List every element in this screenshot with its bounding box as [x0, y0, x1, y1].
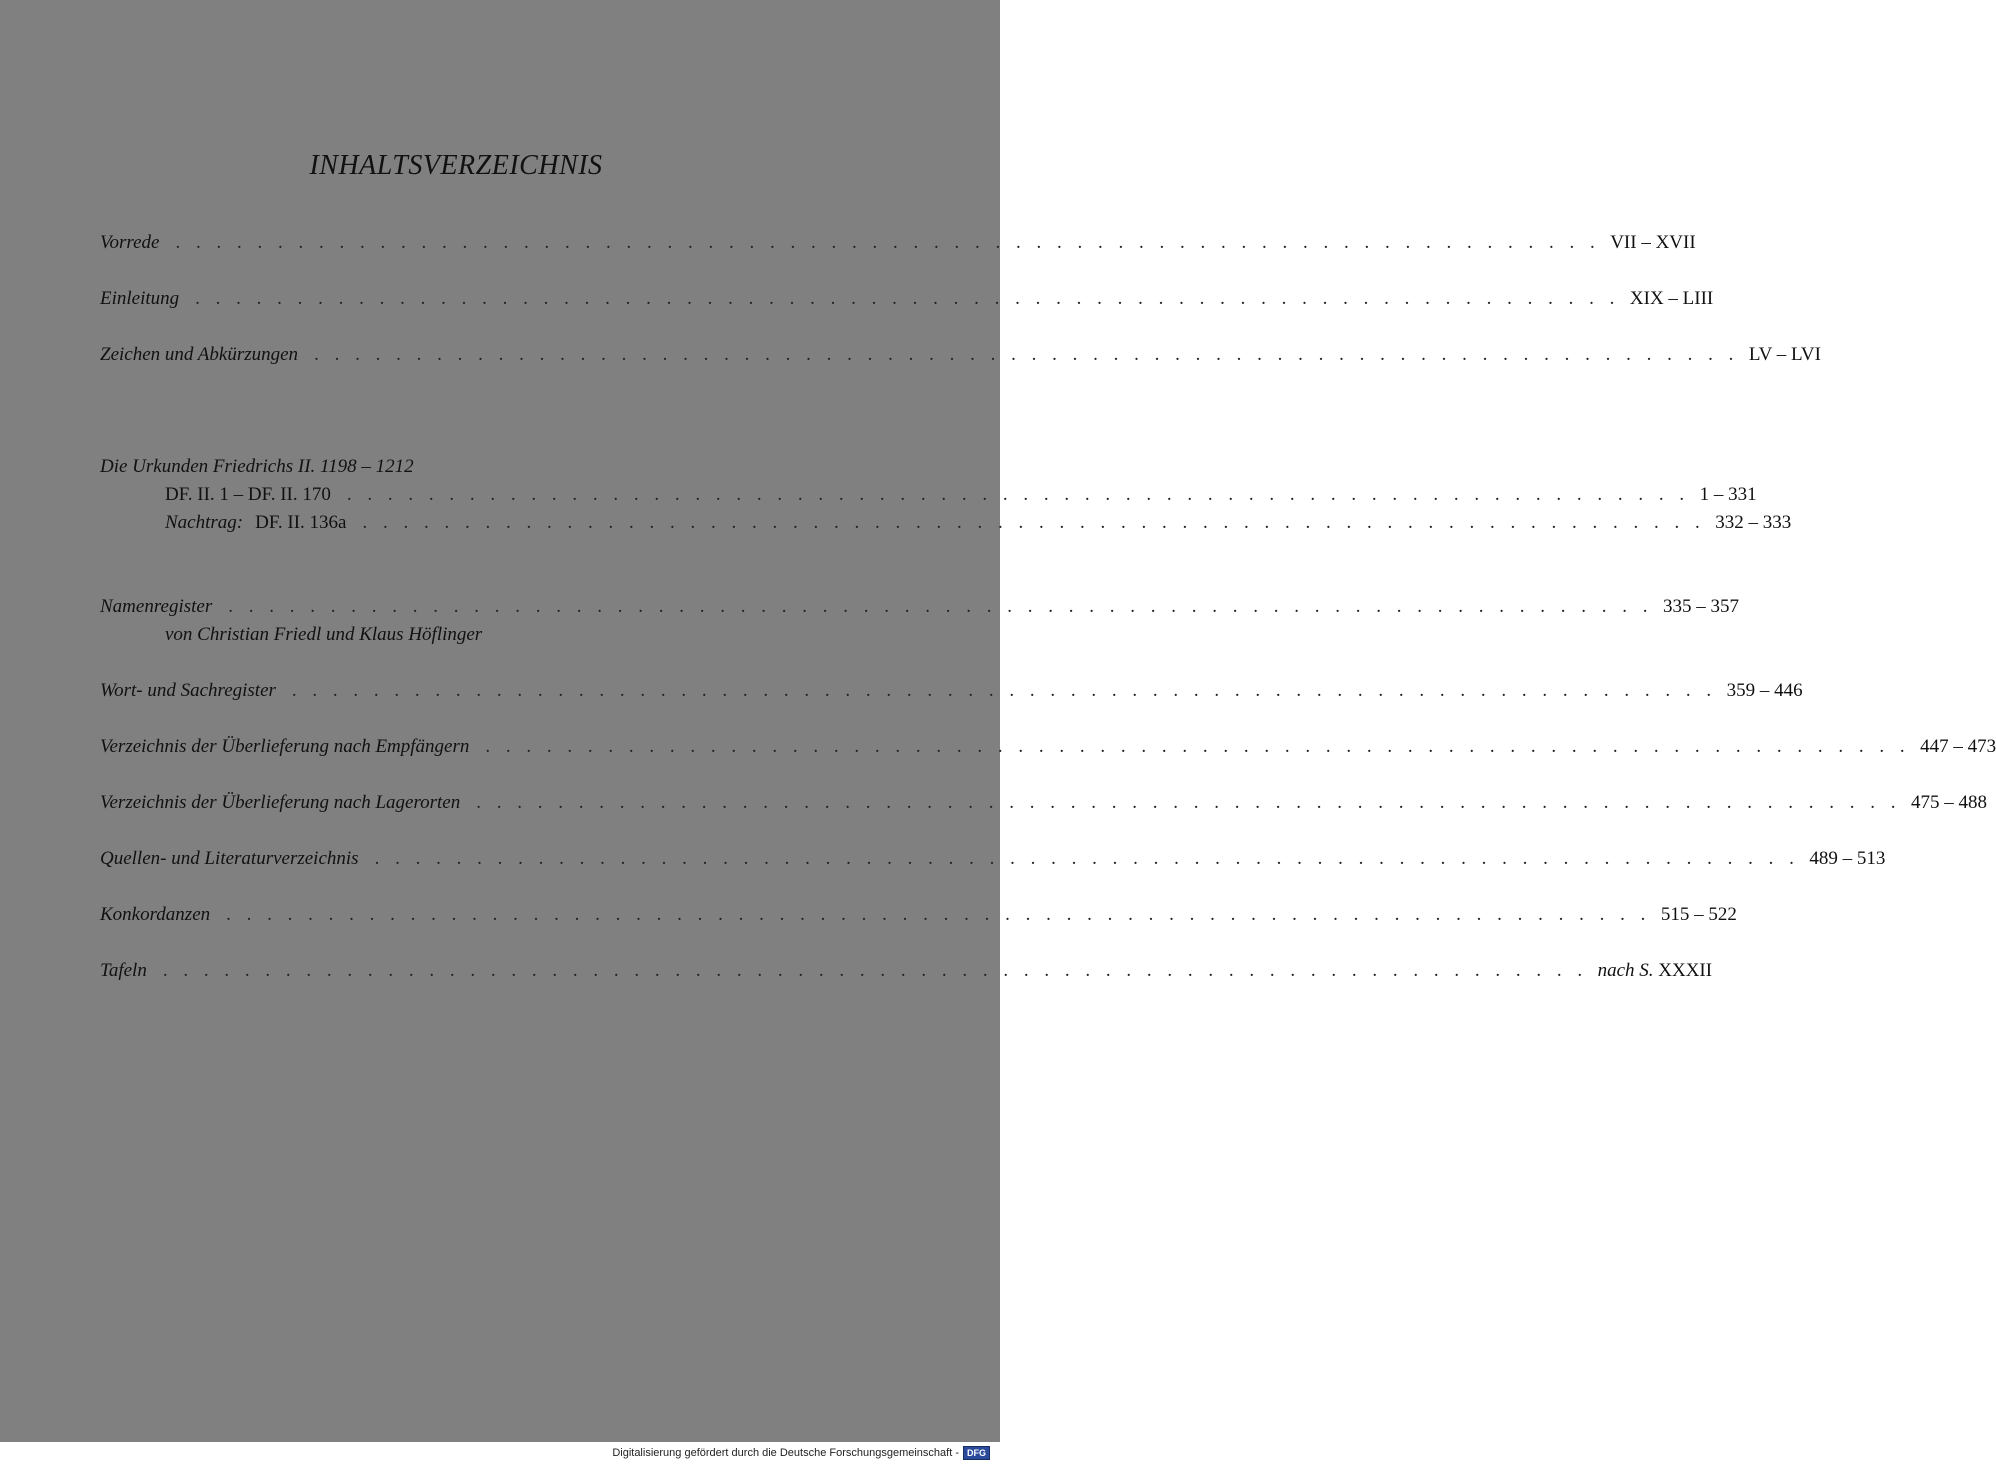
- dot-leader: . . . . . . . . . . . . . . . . . . . . . . . . . . . . . . . . . . . . . . . . . . . . . . . . . . . . . . . . . . . . . . . . . . . . . .: [291, 680, 1717, 701]
- toc-entry-title: Einleitung: [100, 288, 180, 309]
- toc-entry-konkordanzen[interactable]: [100, 904, 1737, 928]
- toc-entry-pages-value: XXXII: [1658, 960, 1713, 981]
- toc-entry-empfaenger[interactable]: [100, 736, 1996, 760]
- dot-leader: . . . . . . . . . . . . . . . . . . . . . . . . . . . . . . . . . . . . . . . . . . . . . . . . . . . . . . . . . . . . . . . . . .: [346, 484, 1690, 505]
- toc-entry-pages-prefix: nach S.: [1597, 960, 1654, 981]
- toc-entry-pages: 515 – 522: [1660, 904, 1737, 925]
- urkunden-heading: Die Urkunden Friedrichs II. 1198 – 1212: [100, 456, 414, 477]
- toc-entry-pages: VII – XVII: [1610, 232, 1696, 253]
- toc-entry-lagerorte[interactable]: [100, 792, 1987, 816]
- toc-entry-pages: 1 – 331: [1699, 484, 1757, 505]
- toc-entry-vorrede[interactable]: [100, 232, 1696, 256]
- toc-entry-pages: 475 – 488: [1911, 792, 1987, 813]
- toc-entry-namenregister[interactable]: [100, 596, 1739, 620]
- toc-entry-title: Vorrede: [100, 232, 160, 253]
- toc-entry-tafeln[interactable]: [100, 960, 1713, 984]
- dot-leader: . . . . . . . . . . . . . . . . . . . . . . . . . . . . . . . . . . . . . . . . . . . . . . . . . . . . . . . . . . . . . . . . . . . . . .: [485, 736, 1911, 757]
- toc-entry-title: Wort- und Sachregister: [100, 680, 276, 701]
- toc-entry-pages: LV – LVI: [1748, 344, 1821, 365]
- dot-leader: . . . . . . . . . . . . . . . . . . . . . . . . . . . . . . . . . . . . . . . . . . . . . . . . . . . . . . . . . . . . . . . . . . . . . .: [374, 848, 1800, 869]
- dot-leader: . . . . . . . . . . . . . . . . . . . . . . . . . . . . . . . . . . . . . . . . . . . . . . . . . . . . . . . . . . . . . . . . . . . . . .: [162, 960, 1588, 981]
- dot-leader: . . . . . . . . . . . . . . . . . . . . . . . . . . . . . . . . . . . . . . . . . . . . . . . . . . . . . . . . . . . . . . . . . . . . . .: [195, 288, 1620, 309]
- dot-leader: . . . . . . . . . . . . . . . . . . . . . . . . . . . . . . . . . . . . . . . . . . . . . . . . . . . . . . . . . . . . . . . . . . . . . .: [476, 792, 1901, 813]
- dfg-logo-icon[interactable]: DFG: [963, 1446, 990, 1460]
- dot-leader: . . . . . . . . . . . . . . . . . . . . . . . . . . . . . . . . . . . . . . . . . . . . . . . . . . . . . . . . . . . . . . . . . . . . . .: [175, 232, 1601, 253]
- toc-entry-title: DF. II. 1 – DF. II. 170: [165, 484, 331, 505]
- toc-entry-pages: 489 – 513: [1809, 848, 1886, 869]
- toc-entry-title: Konkordanzen: [100, 904, 211, 925]
- toc-entry-einleitung[interactable]: [100, 288, 1714, 312]
- toc-entry-zeichen[interactable]: [100, 344, 1821, 368]
- dot-leader: . . . . . . . . . . . . . . . . . . . . . . . . . . . . . . . . . . . . . . . . . . . . . . . . . . . . . . . . . . . . . . . . . . . . . .: [228, 596, 1653, 617]
- toc-entry-title: Verzeichnis der Überlieferung nach Lagerorten: [100, 792, 461, 813]
- toc-entry-title: Namenregister: [100, 596, 213, 617]
- page-title: INHALTSVERZEICHNIS: [309, 150, 603, 181]
- toc-entry-title: Verzeichnis der Überlieferung nach Empfängern: [100, 736, 470, 757]
- toc-entry-title: Quellen- und Literaturverzeichnis: [100, 848, 359, 869]
- toc-entry-pages: 359 – 446: [1726, 680, 1803, 701]
- toc-entry-title: Zeichen und Abkürzungen: [100, 344, 299, 365]
- toc-entry-pages: [1598, 960, 1713, 982]
- dot-leader: . . . . . . . . . . . . . . . . . . . . . . . . . . . . . . . . . . . . . . . . . . . . . . . . . . . . . . . . . . . . . . . . . . . . . .: [226, 904, 1651, 925]
- footer-text: Digitalisierung gefördert durch die Deutsche Forschungsgemeinschaft -: [612, 1447, 959, 1459]
- toc-entry-quellen[interactable]: [100, 848, 1886, 872]
- toc-entry-title: Tafeln: [100, 960, 147, 981]
- footer: [0, 1442, 1000, 1464]
- toc-entry-wortregister[interactable]: [100, 680, 1803, 704]
- toc-entry-pages: 335 – 357: [1662, 596, 1739, 617]
- dot-leader: . . . . . . . . . . . . . . . . . . . . . . . . . . . . . . . . . . . . . . . . . . . . . . . . . . . . . . . . . . . . . . . . . . . . . .: [314, 344, 1739, 365]
- toc-entry-pages: 447 – 473: [1920, 736, 1996, 757]
- toc-entry-pages: XIX – LIII: [1629, 288, 1714, 309]
- toc-entry-urkunden[interactable]: [165, 484, 1757, 508]
- toc-entry-pages: 332 – 333: [1715, 512, 1792, 533]
- dot-leader: . . . . . . . . . . . . . . . . . . . . . . . . . . . . . . . . . . . . . . . . . . . . . . . . . . . . . . . . . . . . . . . . . .: [362, 512, 1706, 533]
- toc-entry-prefix: Nachtrag:: [165, 512, 244, 533]
- toc-entry-nachtrag[interactable]: [165, 512, 1792, 536]
- namenregister-byline: von Christian Friedl und Klaus Höflinger: [165, 624, 483, 645]
- toc-entry-title: DF. II. 136a: [255, 512, 347, 533]
